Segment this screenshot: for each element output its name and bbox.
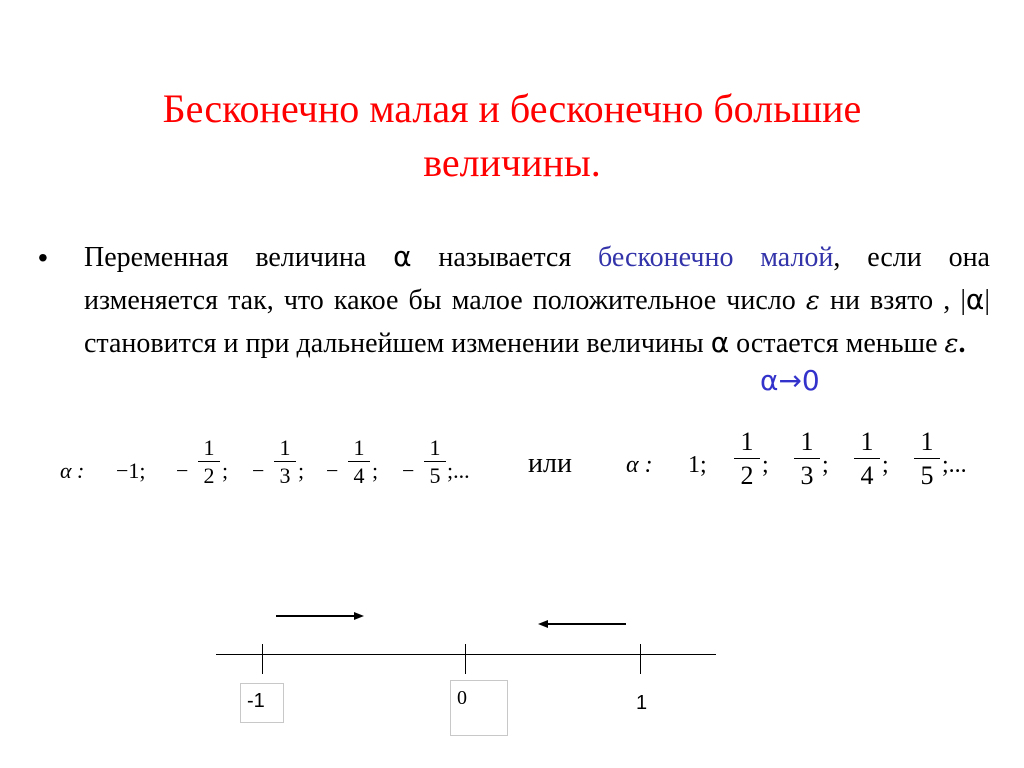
para-text-6: остается меньше xyxy=(729,328,945,359)
number-line-axis xyxy=(216,654,716,655)
seq-left-first: −1; xyxy=(116,458,146,483)
seq-left-sep-4: ;... xyxy=(447,458,470,483)
seq-left-sign-2: − xyxy=(252,458,265,483)
frac-denominator: 2 xyxy=(203,463,215,488)
frac-numerator: 1 xyxy=(429,435,441,460)
or-text: или xyxy=(528,448,572,479)
frac-numerator: 1 xyxy=(279,435,291,460)
seq-left-sep-3: ; xyxy=(372,458,379,483)
frac-bar xyxy=(424,461,446,462)
frac-bar xyxy=(914,458,940,459)
para-text-5: | становится и при дальнейшем изменении величины xyxy=(84,285,990,359)
seq-left-sep-1: ; xyxy=(222,458,229,483)
seq-left-sign-1: − xyxy=(176,458,189,483)
title-line-2: величины. xyxy=(423,140,601,185)
frac-bar xyxy=(348,461,370,462)
frac-bar xyxy=(854,458,880,459)
frac-bar xyxy=(794,458,820,459)
highlight-term: бесконечно малой xyxy=(598,242,834,273)
seq-right-first: 1; xyxy=(688,452,707,478)
seq-right-frac-2 xyxy=(794,428,820,490)
frac-denominator: 5 xyxy=(920,461,934,490)
seq-right-label: α : xyxy=(626,452,653,478)
alpha-symbol-abs: α xyxy=(965,283,985,316)
tick-minus-one xyxy=(262,644,263,674)
seq-left-sep-2: ; xyxy=(298,458,305,483)
frac-bar xyxy=(734,458,760,459)
seq-left-label: α : xyxy=(60,458,85,483)
para-text-4: ни взято , | xyxy=(819,285,966,316)
limit-expression: α→0 xyxy=(760,364,820,397)
frac-denominator: 5 xyxy=(429,463,441,488)
seq-left-frac-2 xyxy=(274,436,296,488)
label-one: 1 xyxy=(636,692,648,714)
left-arrow-icon xyxy=(530,614,630,634)
frac-numerator: 1 xyxy=(203,435,215,460)
seq-right-sep-2: ; xyxy=(822,452,829,478)
slide-title xyxy=(60,82,964,190)
definition-paragraph xyxy=(84,236,990,365)
seq-left-frac-3 xyxy=(348,436,370,488)
frac-bar xyxy=(198,461,220,462)
para-text-1: Переменная величина xyxy=(84,242,394,273)
frac-denominator: 4 xyxy=(353,463,365,488)
seq-left-frac-4 xyxy=(424,436,446,488)
para-period: . xyxy=(958,328,966,359)
frac-denominator: 2 xyxy=(740,461,754,490)
tick-one xyxy=(640,644,641,674)
tick-zero xyxy=(465,644,466,674)
frac-numerator: 1 xyxy=(353,435,365,460)
frac-denominator: 3 xyxy=(279,463,291,488)
seq-left-sign-3: − xyxy=(326,458,339,483)
title-line-1: Бесконечно малая и бесконечно большие xyxy=(162,86,862,131)
seq-right-sep-4: ;... xyxy=(942,452,967,478)
frac-bar xyxy=(274,461,296,462)
label-zero: 0 xyxy=(450,680,508,736)
frac-numerator: 1 xyxy=(860,427,874,456)
right-arrow-icon xyxy=(270,606,370,626)
alpha-symbol-2: α xyxy=(710,326,730,359)
epsilon-symbol-2: ε xyxy=(944,329,959,359)
alpha-symbol: α xyxy=(393,240,412,273)
seq-left-frac-1 xyxy=(198,436,220,488)
para-text-3: , если она изменяется так, что какое бы малое положительное число xyxy=(84,242,990,316)
seq-right-sep-3: ; xyxy=(882,452,889,478)
seq-right-frac-3 xyxy=(854,428,880,490)
frac-numerator: 1 xyxy=(740,427,754,456)
frac-numerator: 1 xyxy=(920,427,934,456)
bullet-marker: • xyxy=(38,242,48,273)
seq-right-frac-4 xyxy=(914,428,940,490)
epsilon-symbol: ε xyxy=(805,286,820,316)
seq-right-frac-1 xyxy=(734,428,760,490)
seq-left-sign-4: − xyxy=(402,458,415,483)
frac-numerator: 1 xyxy=(800,427,814,456)
seq-right-sep-1: ; xyxy=(762,452,769,478)
para-text-2: называется xyxy=(411,242,599,273)
frac-denominator: 4 xyxy=(860,461,874,490)
frac-denominator: 3 xyxy=(800,461,814,490)
label-minus-one: -1 xyxy=(240,683,284,723)
